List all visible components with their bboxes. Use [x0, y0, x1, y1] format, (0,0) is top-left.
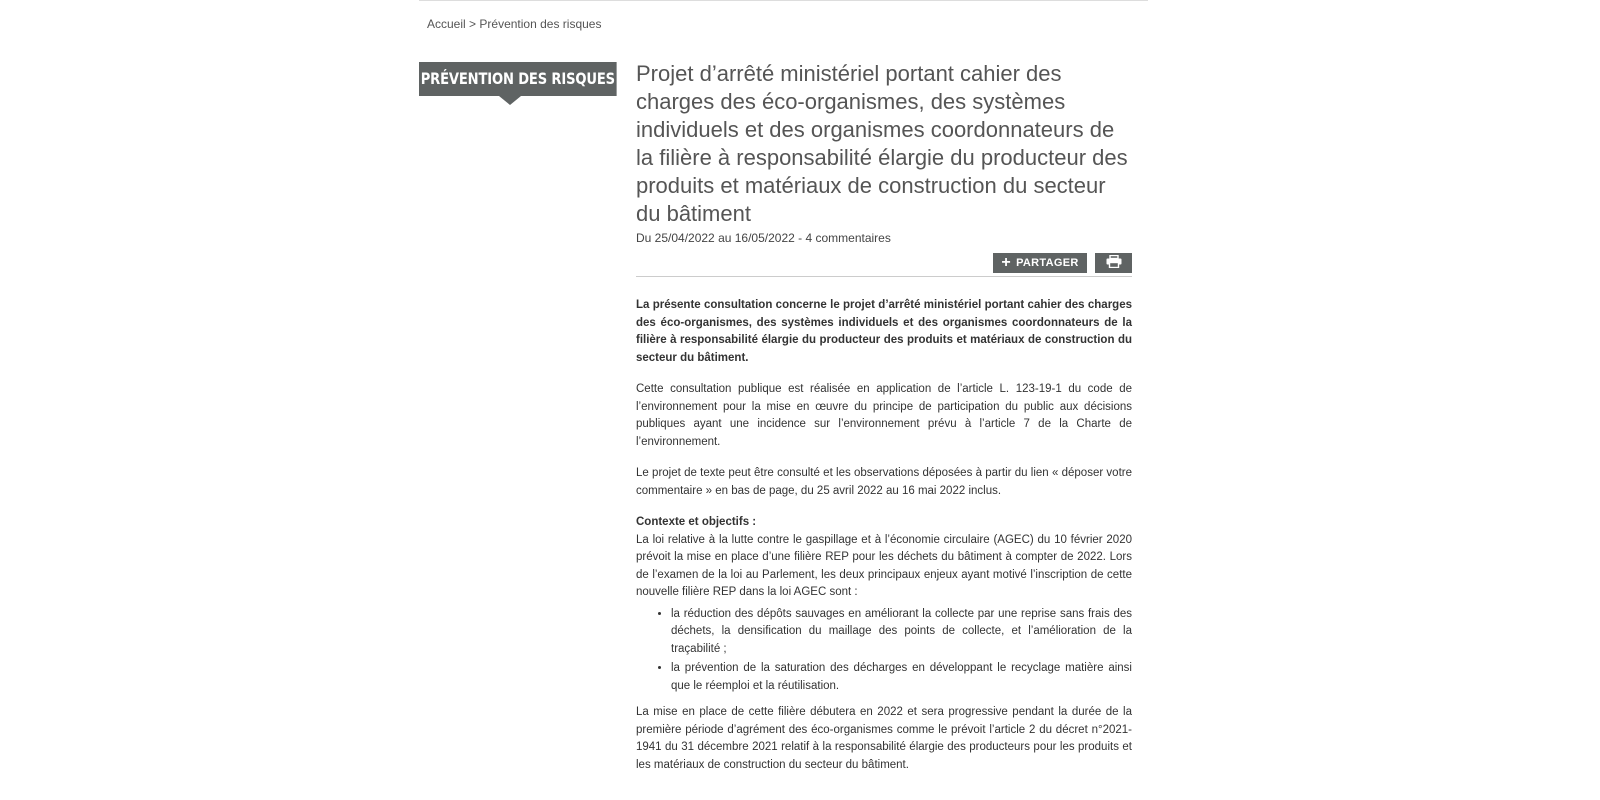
- section-tag: PRÉVENTION DES RISQUES: [419, 62, 617, 96]
- article: [636, 60, 1132, 788]
- rollout-paragraph: La mise en place de cette filière débutera en 2022 et sera progressive pendant la durée de la première période d’agrément des éco-organismes comme le prévoit l’article 2 du décret n°2021-1941 du 31 décembre 2021 relatif à la responsabilité élargie des producteurs pour les produits et les matériaux de construction du secteur du bâtiment.: [636, 706, 1132, 771]
- list-item: • la prévention de la saturation des décharges en développant le recyclage matière ainsi que le réemploi et la réutilisation.: [671, 660, 1132, 695]
- article-actions: [636, 252, 1132, 277]
- share-label: PARTAGER: [1016, 257, 1079, 269]
- context-section: [636, 514, 1132, 695]
- breadcrumb-home-link[interactable]: Accueil: [427, 17, 466, 31]
- list-item: • la réduction des dépôts sauvages en améliorant la collecte par une reprise sans frais des déchets, la densification du maillage des points de collecte, et l’amélioration de la traçabilité ;: [671, 606, 1132, 659]
- issues-list: [636, 606, 1132, 696]
- share-button[interactable]: [993, 253, 1087, 273]
- context-paragraph: La loi relative à la lutte contre le gaspillage et à l’économie circulaire (AGEC) du 10 février 2020 prévoit la mise en place d’une filière REP pour les déchets du bâtiment à compter de 2022. Lors de l’examen de la loi au Parlement, les deux principaux enjeux ayant motivé l’inscription de cette nouvelle filière REP dans la loi AGEC sont :: [636, 533, 1132, 598]
- printer-icon: [1106, 255, 1122, 271]
- top-divider: [419, 0, 1148, 1]
- breadcrumb: [427, 17, 601, 31]
- article-title: Projet d’arrêté ministériel portant cahier des charges des éco-organismes, des systèmes individuels et des organismes coordonnateurs de la filière à responsabilité élargie du producteur des produits et matériaux de construction du secteur du bâtiment: [636, 61, 1128, 226]
- consultation-paragraph: Le projet de texte peut être consulté et les observations déposées à partir du lien « déposer votre commentaire » en bas de page, du 25 avril 2022 au 16 mai 2022 inclus.: [636, 467, 1132, 497]
- breadcrumb-current-link[interactable]: Prévention des risques: [479, 17, 602, 31]
- context-heading: Contexte et objectifs :: [636, 516, 757, 528]
- plus-icon: +: [1001, 253, 1012, 271]
- legal-basis-paragraph: Cette consultation publique est réalisée en application de l’article L. 123-19-1 du code de l’environnement pour la mise en œuvre du principe de participation du public aux décisions publiques ayant une incidence sur l’environnement prévu à l’article 7 de la Charte de l’environnement.: [636, 383, 1132, 448]
- print-button[interactable]: [1095, 253, 1132, 273]
- section-tag-pointer: [499, 96, 521, 105]
- article-body: [636, 297, 1132, 774]
- breadcrumb-separator: >: [469, 17, 477, 31]
- lead-paragraph: La présente consultation concerne le projet d’arrêté ministériel portant cahier des charges des éco-organismes, des systèmes individuels et des organismes coordonnateurs de la filière à responsabilité élargie du producteur des produits et matériaux de construction du secteur du bâtiment.: [636, 299, 1132, 364]
- article-meta: Du 25/04/2022 au 16/05/2022 - 4 commentaires: [636, 231, 891, 245]
